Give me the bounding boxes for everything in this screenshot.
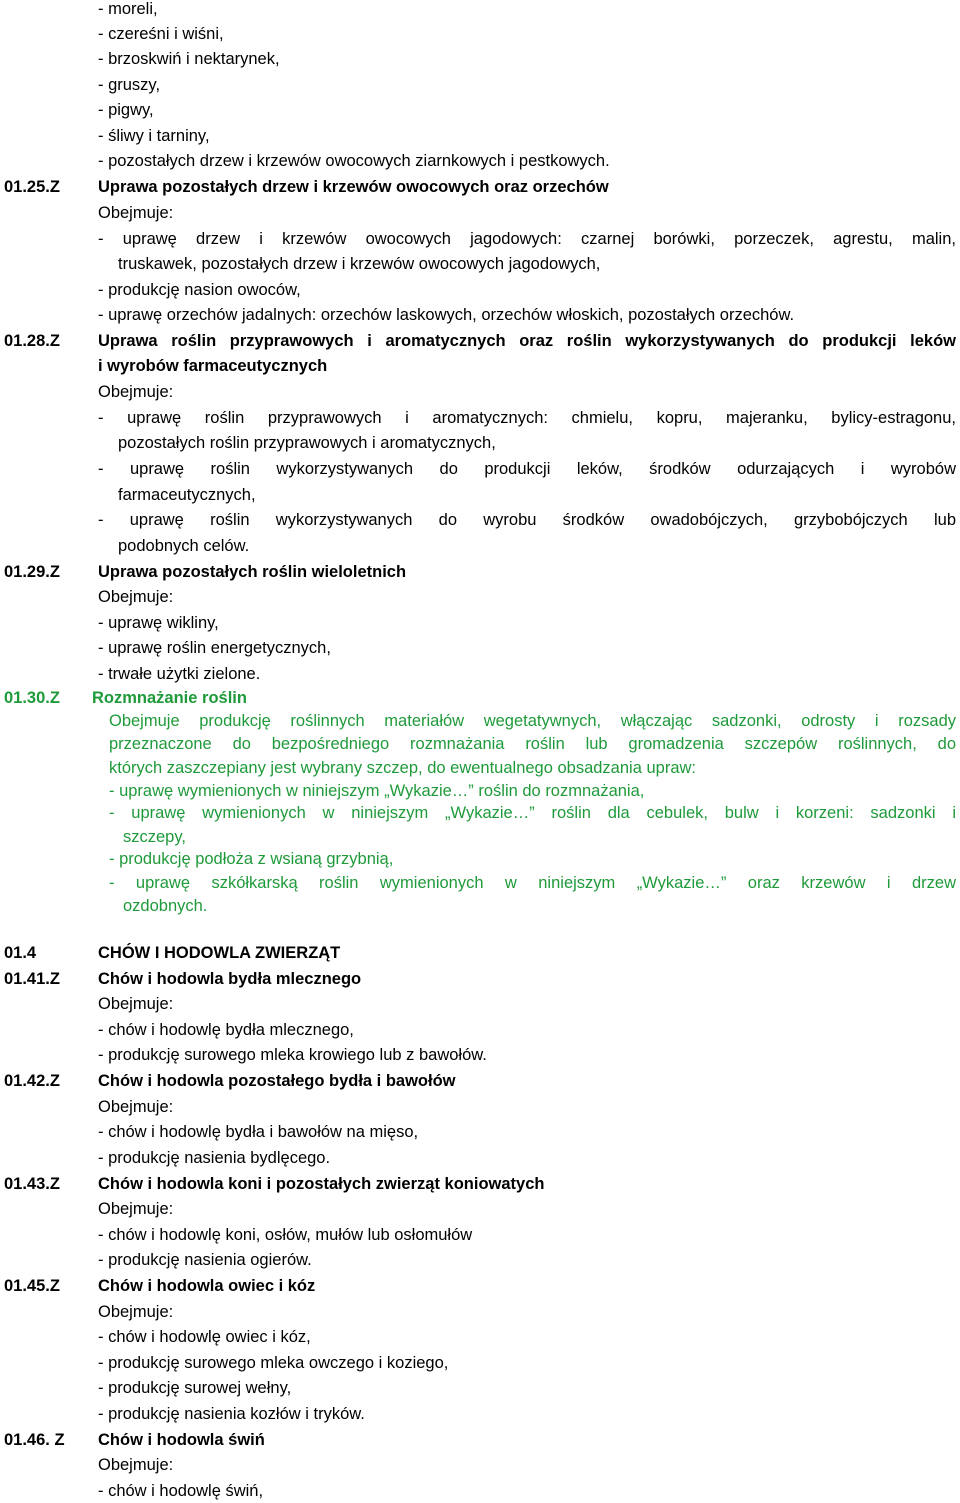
section-intro: Obejmuje:	[98, 1200, 174, 1218]
list-item: - śliwy i tarniny,	[98, 127, 210, 145]
list-item: - produkcję surowej wełny,	[98, 1379, 292, 1397]
list-item: - chów i hodowlę bydła mlecznego,	[98, 1021, 354, 1039]
list-item: - uprawę roślin energetycznych,	[98, 639, 331, 657]
list-item: - pigwy,	[98, 101, 154, 119]
list-item-continuation: podobnych celów.	[118, 537, 250, 555]
list-item: - produkcję surowego mleka owczego i koziego,	[98, 1354, 449, 1372]
section-code: 01.43.Z	[4, 1175, 60, 1193]
list-item: - produkcję nasienia kozłów i tryków.	[98, 1405, 365, 1423]
section-title: Chów i hodowla owiec i kóz	[98, 1277, 316, 1295]
list-item: - chów i hodowlę bydła i bawołów na mięso,	[98, 1123, 419, 1141]
section-title: Chów i hodowla pozostałego bydła i bawołów	[98, 1072, 456, 1090]
section-intro: Obejmuje:	[98, 1098, 174, 1116]
section-paragraph: Obejmuje produkcję roślinnych materiałów wegetatywnych, włączając sadzonki, odrosty i rozsady	[109, 712, 956, 730]
list-item: - chów i hodowlę koni, osłów, mułów lub osłomułów	[98, 1226, 473, 1244]
list-item: - uprawę orzechów jadalnych: orzechów laskowych, orzechów włoskich, pozostałych orzechów.	[98, 306, 795, 324]
section-title: Uprawa roślin przyprawowych i aromatycznych oraz roślin wykorzystywanych do produkcji leków	[98, 332, 956, 350]
list-item: - produkcję nasion owoców,	[98, 281, 301, 299]
list-item: - uprawę wymienionych w niniejszym „Wykazie…” roślin do rozmnażania,	[109, 782, 645, 800]
section-intro: Obejmuje:	[98, 1456, 174, 1474]
list-item: - produkcję surowego mleka krowiego lub z bawołów.	[98, 1046, 487, 1064]
section-code: 01.41.Z	[4, 970, 60, 988]
section-code: 01.30.Z	[4, 689, 60, 707]
section-code: 01.28.Z	[4, 332, 60, 350]
section-code: 01.46. Z	[4, 1431, 65, 1449]
list-item: - czereśni i wiśni,	[98, 25, 224, 43]
list-item: - brzoskwiń i nektarynek,	[98, 50, 280, 68]
section-title: Uprawa pozostałych roślin wieloletnich	[98, 563, 407, 581]
section-title: Rozmnażanie roślin	[92, 689, 247, 707]
list-item: - uprawę roślin przyprawowych i aromatycznych: chmielu, kopru, majeranku, bylicy-estragonu,	[98, 409, 956, 427]
list-item: - produkcję nasienia bydlęcego.	[98, 1149, 331, 1167]
list-item: - trwałe użytki zielone.	[98, 665, 261, 683]
section-intro: Obejmuje:	[98, 1303, 174, 1321]
list-item: - uprawę drzew i krzewów owocowych jagodowych: czarnej borówki, porzeczek, agrestu, malin,	[98, 230, 956, 248]
list-item: - produkcję nasienia ogierów.	[98, 1251, 312, 1269]
section-code: 01.45.Z	[4, 1277, 60, 1295]
section-intro: Obejmuje:	[98, 204, 174, 222]
section-intro: Obejmuje:	[98, 588, 174, 606]
list-item-continuation: pozostałych roślin przyprawowych i aromatycznych,	[118, 434, 496, 452]
list-item: - produkcję podłoża z wsianą grzybnią,	[109, 850, 394, 868]
section-code: 01.25.Z	[4, 178, 60, 196]
list-item: - chów i hodowlę świń,	[98, 1482, 264, 1500]
section-title: Uprawa pozostałych drzew i krzewów owocowych oraz orzechów	[98, 178, 609, 196]
section-title: Chów i hodowla bydła mlecznego	[98, 970, 362, 988]
list-item-continuation: szczepy,	[123, 828, 186, 846]
list-item: - chów i hodowlę owiec i kóz,	[98, 1328, 311, 1346]
list-item: - uprawę wikliny,	[98, 614, 219, 632]
section-code: 01.4	[4, 944, 37, 962]
list-item: - uprawę roślin wykorzystywanych do produkcji leków, środków odurzających i wyrobów	[98, 460, 956, 478]
list-item-continuation: farmaceutycznych,	[118, 486, 256, 504]
section-code: 01.42.Z	[4, 1072, 60, 1090]
list-item: - moreli,	[98, 0, 158, 18]
list-item-continuation: ozdobnych.	[123, 897, 208, 915]
list-item: - uprawę szkółkarską roślin wymienionych w niniejszym „Wykazie…” oraz krzewów i drzew	[109, 874, 956, 892]
list-item: - uprawę roślin wykorzystywanych do wyrobu środków owadobójczych, grzybobójczych lub	[98, 511, 956, 529]
list-item: - gruszy,	[98, 76, 161, 94]
section-code: 01.29.Z	[4, 563, 60, 581]
section-paragraph: przeznaczone do bezpośredniego rozmnażania roślin lub gromadzenia szczepów roślinnych, do	[109, 735, 956, 753]
section-title: Chów i hodowla świń	[98, 1431, 265, 1449]
section-intro: Obejmuje:	[98, 383, 174, 401]
section-title: Chów i hodowla koni i pozostałych zwierząt koniowatych	[98, 1175, 545, 1193]
list-item: - uprawę wymienionych w niniejszym „Wykazie…” roślin dla cebulek, bulw i korzeni: sadzonki i	[109, 804, 956, 822]
section-title: CHÓW I HODOWLA ZWIERZĄT	[98, 944, 341, 962]
section-title-continuation: i wyrobów farmaceutycznych	[98, 357, 328, 375]
section-paragraph: których zaszczepiany jest wybrany szczep, do ewentualnego obsadzania upraw:	[109, 759, 696, 777]
list-item: - pozostałych drzew i krzewów owocowych ziarnkowych i pestkowych.	[98, 152, 610, 170]
list-item-continuation: truskawek, pozostałych drzew i krzewów owocowych jagodowych,	[118, 255, 601, 273]
section-intro: Obejmuje:	[98, 995, 174, 1013]
